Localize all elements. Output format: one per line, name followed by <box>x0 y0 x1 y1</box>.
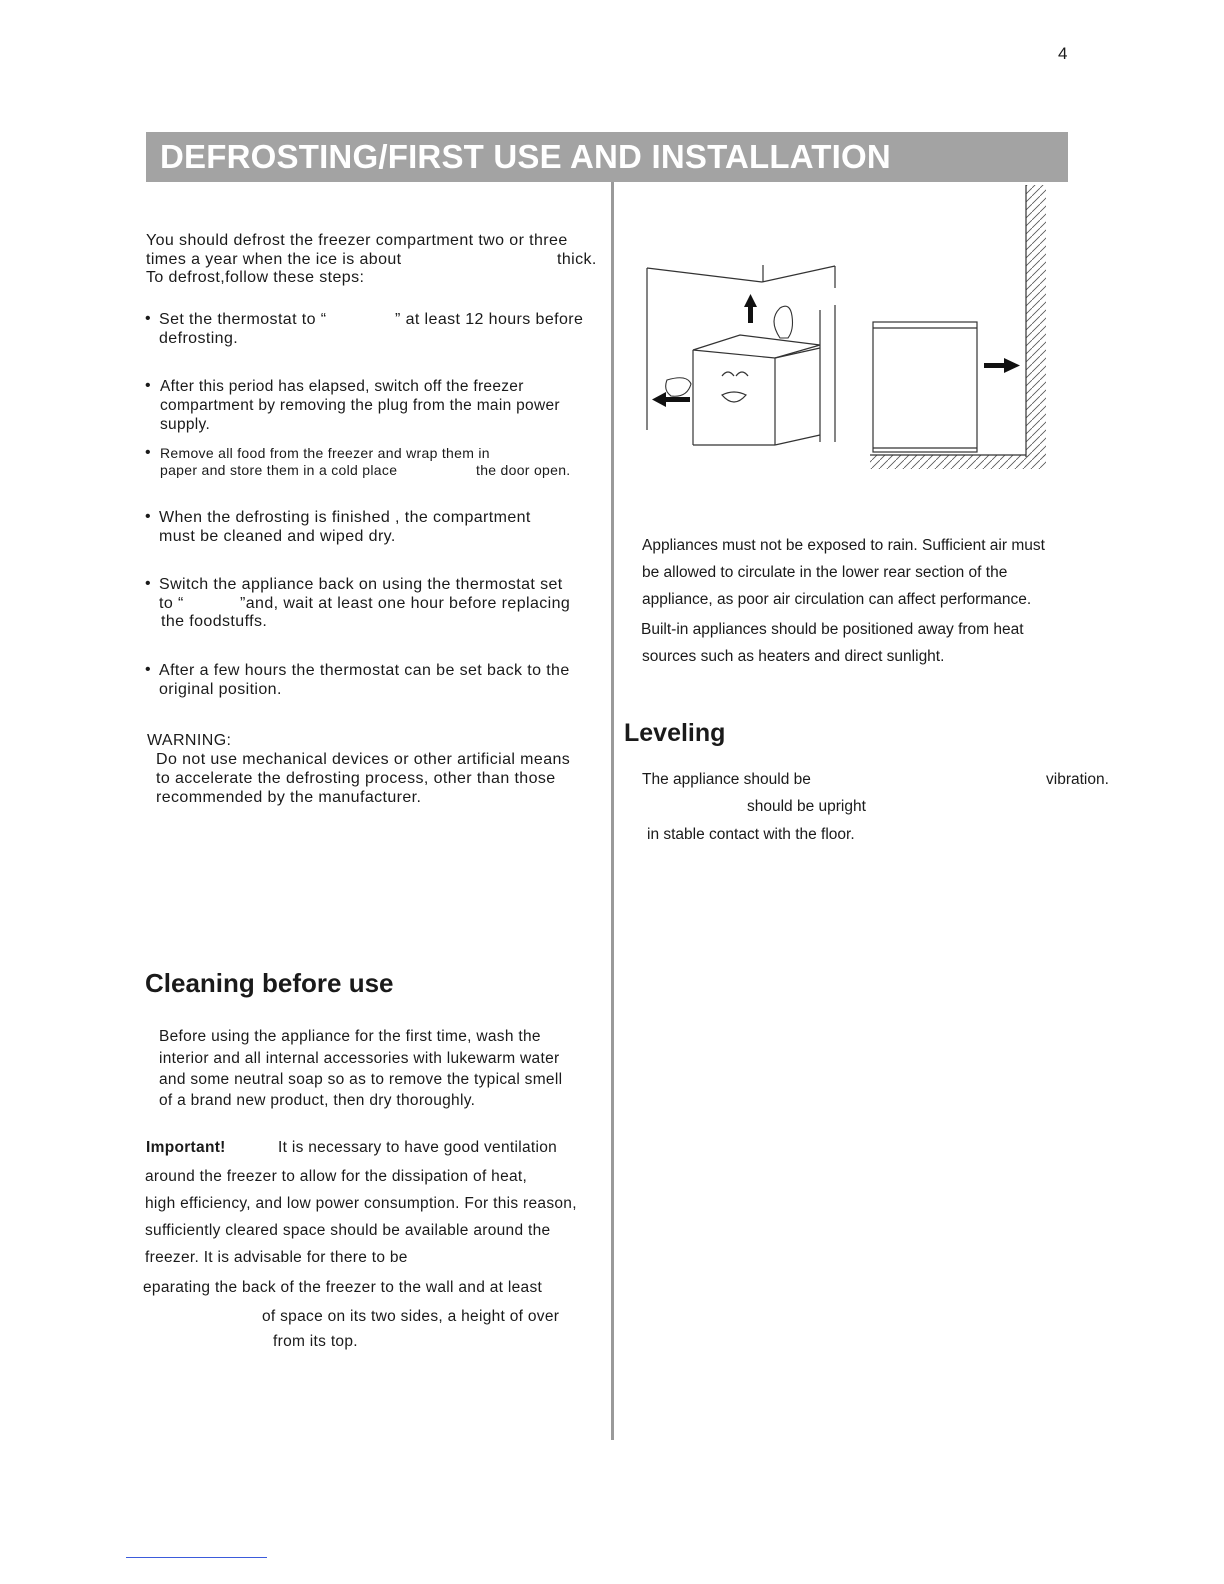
important-line-1: It is necessary to have good ventilation <box>278 1139 558 1156</box>
step-1-line-1a: Set the thermostat to “ <box>159 311 327 328</box>
important-line-8: from its top. <box>273 1333 358 1350</box>
defrost-intro-line-3: To defrost,follow these steps: <box>146 269 365 286</box>
step-2-line-1: After this period has elapsed, switch off the freezer <box>160 378 524 395</box>
built-in-cabinet-drawing <box>647 265 835 442</box>
leveling-line-2: should be upright <box>747 798 866 815</box>
cleaning-line-4: of a brand new product, then dry thoroughly. <box>159 1092 476 1109</box>
bullet-dot: • <box>145 661 151 678</box>
important-line-4: sufficiently cleared space should be available around the <box>145 1222 551 1239</box>
cleaning-line-3: and some neutral soap so as to remove the typical smell <box>159 1071 563 1088</box>
step-1-line-1b: ” at least 12 hours before <box>395 311 584 328</box>
cleaning-line-1: Before using the appliance for the first time, wash the <box>159 1028 541 1045</box>
important-line-6: eparating the back of the freezer to the wall and at least <box>143 1279 543 1296</box>
bullet-dot: • <box>145 444 151 461</box>
warning-label: WARNING: <box>147 732 232 749</box>
cleaning-heading: Cleaning before use <box>145 968 394 998</box>
cleaning-line-2: interior and all internal accessories with lukewarm water <box>159 1050 560 1067</box>
wall-hatching <box>1026 185 1046 457</box>
right-arrow-icon <box>984 358 1020 373</box>
defrost-intro-line-2: times a year when the ice is about <box>146 251 402 268</box>
leveling-line-1: The appliance should be <box>642 771 811 788</box>
installation-illustration <box>640 180 1060 480</box>
step-2-line-3: supply. <box>160 416 211 433</box>
step-6-line-2: original position. <box>159 681 282 698</box>
step-4-line-1: When the defrosting is finished , the compartment <box>159 509 531 526</box>
install-line-3: appliance, as poor air circulation can affect performance. <box>642 591 1032 608</box>
bullet-dot: • <box>145 508 151 525</box>
important-line-3: high efficiency, and low power consumption. For this reason, <box>145 1195 577 1212</box>
column-divider <box>611 182 614 1440</box>
warning-line-2: to accelerate the defrosting process, other than those <box>156 770 556 787</box>
step-3-line-1: Remove all food from the freezer and wrap them in <box>160 445 490 461</box>
important-line-7: of space on its two sides, a height of over <box>262 1308 560 1325</box>
hand-drawings <box>666 306 793 396</box>
defrost-intro-line-1: You should defrost the freezer compartment two or three <box>146 232 568 249</box>
bullet-dot: • <box>145 377 151 394</box>
floor-hatching <box>870 455 1046 469</box>
step-2-line-2: compartment by removing the plug from the main power <box>160 397 560 414</box>
step-5-line-2b: ”and, wait at least one hour before replacing <box>240 595 571 612</box>
step-5-line-2a: to “ <box>159 595 184 612</box>
important-line-5: freezer. It is advisable for there to be <box>145 1249 408 1266</box>
footer-rule <box>126 1557 267 1558</box>
warning-line-3: recommended by the manufacturer. <box>156 789 422 806</box>
page-title: DEFROSTING/FIRST USE AND INSTALLATION <box>160 138 891 175</box>
step-5-line-3: the foodstuffs. <box>161 613 268 630</box>
leveling-line-1-end: vibration. <box>1046 771 1109 788</box>
section-banner <box>146 132 1068 182</box>
freezer-drawing <box>693 335 820 445</box>
install-line-4: Built-in appliances should be positioned away from heat <box>641 621 1024 638</box>
defrost-intro-line-2-end: thick. <box>557 251 597 268</box>
step-6-line-1: After a few hours the thermostat can be set back to the <box>159 662 570 679</box>
install-line-5: sources such as heaters and direct sunlight. <box>642 648 945 665</box>
leveling-line-3: in stable contact with the floor. <box>647 826 855 843</box>
install-line-2: be allowed to circulate in the lower rear section of the <box>642 564 1008 581</box>
leveling-heading: Leveling <box>624 719 726 747</box>
step-4-line-2: must be cleaned and wiped dry. <box>159 528 396 545</box>
step-1-line-2: defrosting. <box>159 330 239 347</box>
step-3-line-2b: the door open. <box>476 462 571 478</box>
page-number: 4 <box>1058 44 1068 63</box>
freestanding-appliance-drawing <box>873 322 977 452</box>
bullet-dot: • <box>145 310 151 327</box>
warning-line-1: Do not use mechanical devices or other artificial means <box>156 751 571 768</box>
important-line-2: around the freezer to allow for the dissipation of heat, <box>145 1168 528 1185</box>
bullet-dot: • <box>145 575 151 592</box>
step-3-line-2a: paper and store them in a cold place <box>160 462 398 478</box>
important-label: Important! <box>146 1139 226 1156</box>
up-arrow-icon <box>744 294 757 323</box>
step-5-line-1: Switch the appliance back on using the thermostat set <box>159 576 563 593</box>
install-line-1: Appliances must not be exposed to rain. Sufficient air must <box>642 537 1045 554</box>
